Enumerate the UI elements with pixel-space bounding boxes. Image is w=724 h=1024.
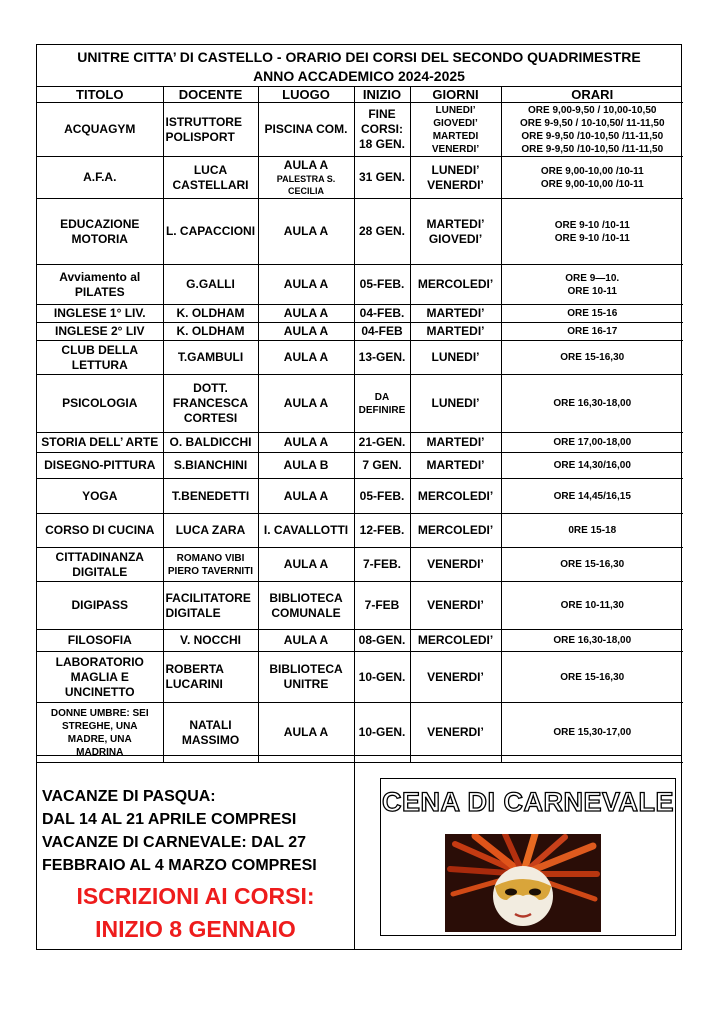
cell-luogo xyxy=(258,433,354,453)
cell-orari xyxy=(501,582,683,630)
luogo-line: AULA A xyxy=(283,488,329,503)
giorni-line: LUNEDI’ xyxy=(431,350,480,364)
cell-inizio xyxy=(354,103,410,157)
table-row xyxy=(37,433,683,453)
schedule-table xyxy=(37,87,683,763)
table-row xyxy=(37,652,683,703)
giorni-line: MERCOLEDI’ xyxy=(417,277,494,291)
inizio-line: 04-FEB. xyxy=(359,306,405,320)
docente-line: T.BENEDETTI xyxy=(171,488,250,503)
orari-line: ORE 16-17 xyxy=(567,326,618,337)
giorni-line: VENERDI’ xyxy=(427,669,484,684)
cell-docente xyxy=(163,548,258,582)
table-row xyxy=(37,199,683,265)
cell-docente xyxy=(163,479,258,514)
cell-luogo xyxy=(258,199,354,265)
luogo-line: AULA A xyxy=(283,435,329,449)
cell-titolo xyxy=(37,582,163,630)
giorni-line: MARTEDI’ xyxy=(426,306,485,320)
table-row xyxy=(37,479,683,514)
docente-line: POLISPORT xyxy=(165,129,235,144)
inizio-line: DEFINIRE xyxy=(358,404,406,416)
docente-line: L. CAPACCIONI xyxy=(165,224,256,238)
giorni-line: LUNEDI’ xyxy=(431,162,480,177)
cell-inizio xyxy=(354,323,410,341)
cell-inizio xyxy=(354,341,410,375)
luogo-line: AULA B xyxy=(283,458,329,472)
carnival-mask-image xyxy=(445,834,601,932)
docente-line: CASTELLARI xyxy=(172,177,249,192)
cell-orari xyxy=(501,323,683,341)
cell-giorni xyxy=(410,479,501,514)
cell-luogo xyxy=(258,305,354,323)
docente-line: MASSIMO xyxy=(181,732,240,747)
cell-giorni xyxy=(410,199,501,265)
orari-line: ORE 9-9,50 / 10-10,50/ 11-11,50 xyxy=(519,117,665,129)
docente-line: LUCARINI xyxy=(165,677,223,691)
cell-orari xyxy=(501,630,683,652)
orari-line: ORE 15-16,30 xyxy=(560,352,625,363)
cell-titolo xyxy=(37,433,163,453)
titolo-line: DONNE UMBRE: SEI xyxy=(50,707,149,719)
orari-line: ORE 15-16,30 xyxy=(560,559,625,570)
table-row xyxy=(37,630,683,652)
cell-giorni xyxy=(410,703,501,763)
cell-titolo xyxy=(37,630,163,652)
docente-line: DOTT. xyxy=(193,381,228,395)
giorni-line: LUNEDI’ xyxy=(435,104,476,116)
luogo-line: AULA A xyxy=(283,324,329,338)
inizio-line: FINE xyxy=(368,107,396,121)
docente-line: V. NOCCHI xyxy=(180,633,241,647)
cell-orari xyxy=(501,305,683,323)
col-header-luogo: LUOGO xyxy=(258,87,354,103)
cell-inizio xyxy=(354,157,410,199)
inizio-line: 12-FEB. xyxy=(359,523,405,537)
docente-line: K. OLDHAM xyxy=(176,324,245,338)
cell-docente xyxy=(163,323,258,341)
cell-inizio xyxy=(354,453,410,479)
docente-line: ROMANO VIBI xyxy=(176,552,245,564)
cell-luogo xyxy=(258,548,354,582)
cell-luogo xyxy=(258,453,354,479)
footer xyxy=(37,755,681,949)
docente-line: ISTRUTTORE xyxy=(165,114,242,129)
orari-line: ORE 10-11,30 xyxy=(560,600,624,611)
titolo-line: DISEGNO-PITTURA xyxy=(44,458,156,472)
cell-titolo xyxy=(37,453,163,479)
cell-giorni xyxy=(410,433,501,453)
titolo-line: STREGHE, UNA xyxy=(61,720,138,732)
vacation-line: VACANZE DI PASQUA: xyxy=(42,788,216,805)
cell-luogo xyxy=(258,375,354,433)
cell-luogo xyxy=(258,514,354,548)
vacation-line: FEBBRAIO AL 4 MARZO COMPRESI xyxy=(42,857,317,874)
luogo-line: AULA A xyxy=(283,350,329,364)
cell-inizio xyxy=(354,433,410,453)
cell-luogo xyxy=(258,582,354,630)
table-row xyxy=(37,157,683,199)
inizio-line: 04-FEB xyxy=(361,324,403,338)
cell-titolo xyxy=(37,199,163,265)
cell-inizio xyxy=(354,548,410,582)
docente-line: DIGITALE xyxy=(165,605,221,620)
cell-docente xyxy=(163,582,258,630)
titolo-line: EDUCAZIONE xyxy=(60,216,140,231)
table-row xyxy=(37,305,683,323)
inizio-line: 7-FEB xyxy=(364,598,400,612)
cell-giorni xyxy=(410,453,501,479)
cell-titolo xyxy=(37,305,163,323)
cell-giorni xyxy=(410,103,501,157)
cell-inizio xyxy=(354,630,410,652)
cell-orari xyxy=(501,199,683,265)
cell-titolo xyxy=(37,323,163,341)
cell-docente xyxy=(163,157,258,199)
orari-line: 0RE 15-18 xyxy=(568,525,617,536)
titolo-line: STORIA DELL’ ARTE xyxy=(41,435,159,449)
giorni-line: MARTEDI’ xyxy=(426,324,485,338)
orari-line: ORE 14,45/16,15 xyxy=(553,490,631,502)
cell-giorni xyxy=(410,265,501,305)
orari-line: ORE 14,30/16,00 xyxy=(553,460,631,471)
luogo-line: PISCINA COM. xyxy=(264,122,348,136)
cell-orari xyxy=(501,652,683,703)
cell-luogo xyxy=(258,103,354,157)
table-row xyxy=(37,103,683,157)
cell-giorni xyxy=(410,582,501,630)
giorni-line: MARTEDI xyxy=(432,130,479,142)
titolo-line: Avviamento al xyxy=(59,269,141,284)
giorni-line: VENERDI’ xyxy=(427,598,484,612)
giorni-line: MERCOLEDI’ xyxy=(417,633,494,647)
orari-line: ORE 9,00-9,50 / 10,00-10,50 xyxy=(528,104,657,116)
titolo-line: CLUB DELLA xyxy=(61,342,139,357)
cell-inizio xyxy=(354,514,410,548)
titolo-line: ACQUAGYM xyxy=(64,122,136,136)
cell-inizio xyxy=(354,703,410,763)
enrollment-line: INIZIO 8 GENNAIO xyxy=(95,916,296,942)
table-row xyxy=(37,548,683,582)
luogo-line: AULA A xyxy=(283,633,329,647)
cell-docente xyxy=(163,433,258,453)
titolo-line: A.F.A. xyxy=(83,170,117,184)
titolo-line: MADRE, UNA xyxy=(67,733,132,745)
col-header-docente: DOCENTE xyxy=(163,87,258,103)
cell-titolo xyxy=(37,103,163,157)
inizio-line: 08-GEN. xyxy=(358,633,406,647)
cell-inizio xyxy=(354,582,410,630)
titolo-line: CORSO DI CUCINA xyxy=(45,523,155,537)
titolo-line: LETTURA xyxy=(71,357,128,372)
cell-luogo xyxy=(258,157,354,199)
docente-line: G.GALLI xyxy=(186,277,235,291)
titolo-line: INGLESE 1° LIV. xyxy=(53,306,146,320)
cell-docente xyxy=(163,103,258,157)
giorni-line: MARTEDI’ xyxy=(426,458,485,472)
cell-docente xyxy=(163,630,258,652)
titolo-line: INGLESE 2° LIV xyxy=(55,324,145,338)
cell-luogo xyxy=(258,265,354,305)
cell-giorni xyxy=(410,323,501,341)
cell-giorni xyxy=(410,548,501,582)
giorni-line: MARTEDI’ xyxy=(426,435,485,449)
orari-line: ORE 9-10 /10-11 xyxy=(554,232,630,244)
table-row xyxy=(37,582,683,630)
cell-docente xyxy=(163,341,258,375)
docente-line: O. BALDICCHI xyxy=(169,435,252,449)
cell-orari xyxy=(501,157,683,199)
docente-line: T.GAMBULI xyxy=(177,350,244,364)
cell-orari xyxy=(501,548,683,582)
inizio-line: 31 GEN. xyxy=(358,170,406,184)
col-header-giorni: GIORNI xyxy=(410,87,501,103)
cell-titolo xyxy=(37,652,163,703)
inizio-line: CORSI: xyxy=(361,122,403,136)
giorni-line: LUNEDI’ xyxy=(431,396,480,410)
docente-line: ROBERTA xyxy=(165,662,224,676)
docente-line: LUCA xyxy=(193,162,228,177)
cell-luogo xyxy=(258,341,354,375)
cell-luogo xyxy=(258,652,354,703)
docente-line: FACILITATORE xyxy=(165,590,251,605)
giorni-line: GIOVEDI’ xyxy=(428,231,483,246)
orari-line: ORE 15,30-17,00 xyxy=(553,727,632,738)
schedule-sheet xyxy=(36,44,682,950)
col-header-titolo: TITOLO xyxy=(37,87,163,103)
cell-titolo xyxy=(37,341,163,375)
cell-giorni xyxy=(410,652,501,703)
giorni-line: MERCOLEDI’ xyxy=(417,523,494,537)
cell-inizio xyxy=(354,652,410,703)
inizio-line: 28 GEN. xyxy=(358,224,406,238)
giorni-line: VENERDI’ xyxy=(427,725,484,739)
titolo-line: UNCINETTO xyxy=(64,684,135,699)
titolo-line: MADRINA xyxy=(76,746,124,758)
enrollment-line: ISCRIZIONI AI CORSI: xyxy=(76,883,315,909)
cell-inizio xyxy=(354,305,410,323)
cell-docente xyxy=(163,199,258,265)
orari-line: ORE 9-9,50 /10-10,50 /11-11,50 xyxy=(521,130,664,142)
cell-giorni xyxy=(410,630,501,652)
titolo-line: FILOSOFIA xyxy=(67,633,132,647)
titolo-line: PSICOLOGIA xyxy=(62,396,138,410)
table-row xyxy=(37,323,683,341)
cell-orari xyxy=(501,433,683,453)
cell-orari xyxy=(501,479,683,514)
cell-inizio xyxy=(354,265,410,305)
orari-line: ORE 9,00-10,00 /10-11 xyxy=(540,165,644,177)
document-header xyxy=(37,45,681,87)
luogo-line: BIBLIOTECA xyxy=(269,662,343,676)
luogo-line: AULA A xyxy=(283,224,329,238)
col-header-inizio: INIZIO xyxy=(354,87,410,103)
table-row xyxy=(37,341,683,375)
cell-orari xyxy=(501,453,683,479)
cell-luogo xyxy=(258,703,354,763)
luogo-line: AULA A xyxy=(283,557,329,571)
giorni-line: VENERDI’ xyxy=(427,557,484,571)
giorni-line: VENERDI’ xyxy=(427,177,484,192)
luogo-line: PALESTRA S. CECILIA xyxy=(276,174,336,196)
inizio-line: 05-FEB. xyxy=(359,488,405,503)
cell-docente xyxy=(163,514,258,548)
inizio-line: DA xyxy=(374,391,390,403)
cell-inizio xyxy=(354,375,410,433)
titolo-line: CITTADINANZA xyxy=(55,549,144,564)
cell-orari xyxy=(501,265,683,305)
table-row xyxy=(37,453,683,479)
docente-line: FRANCESCA xyxy=(172,396,249,410)
cell-luogo xyxy=(258,630,354,652)
luogo-line: COMUNALE xyxy=(271,605,341,620)
orari-line: ORE 17,00-18,00 xyxy=(553,437,632,448)
cell-orari xyxy=(501,341,683,375)
luogo-line: UNITRE xyxy=(283,677,329,691)
table-row xyxy=(37,375,683,433)
cell-giorni xyxy=(410,305,501,323)
inizio-line: 10-GEN. xyxy=(358,669,406,684)
giorni-line: MERCOLEDI’ xyxy=(417,488,494,503)
cell-orari xyxy=(501,375,683,433)
docente-line: S.BIANCHINI xyxy=(173,458,248,472)
cell-giorni xyxy=(410,375,501,433)
docente-line: K. OLDHAM xyxy=(176,306,245,320)
cell-titolo xyxy=(37,265,163,305)
docente-line: NATALI xyxy=(189,717,232,732)
luogo-line: AULA A xyxy=(283,725,329,739)
inizio-line: 05-FEB. xyxy=(359,277,405,291)
cell-orari xyxy=(501,103,683,157)
luogo-line: AULA A xyxy=(283,306,329,320)
titolo-line: MAGLIA E xyxy=(70,669,129,684)
cell-luogo xyxy=(258,479,354,514)
vacation-line: VACANZE DI CARNEVALE: DAL 27 xyxy=(42,834,307,851)
cell-giorni xyxy=(410,157,501,199)
docente-line: LUCA ZARA xyxy=(175,523,246,537)
table-row xyxy=(37,514,683,548)
titolo-line: YOGA xyxy=(82,488,118,503)
luogo-line: I. CAVALLOTTI xyxy=(263,523,349,537)
docente-line: PIERO TAVERNITI xyxy=(167,565,254,577)
inizio-line: 7 GEN. xyxy=(362,458,402,472)
giorni-line: MARTEDI’ xyxy=(426,216,485,231)
cell-titolo xyxy=(37,157,163,199)
inizio-line: 7-FEB. xyxy=(362,557,401,571)
titolo-line: LABORATORIO xyxy=(55,654,144,669)
luogo-line: AULA A xyxy=(283,277,329,291)
cell-titolo xyxy=(37,548,163,582)
luogo-line: AULA A xyxy=(283,158,329,172)
orari-line: ORE 16,30-18,00 xyxy=(553,635,632,646)
giorni-line: VENERDI’ xyxy=(431,143,480,155)
orari-line: ORE 9,00-10,00 /10-11 xyxy=(540,178,644,190)
cell-docente xyxy=(163,375,258,433)
orari-line: ORE 9-9,50 /10-10,50 /11-11,50 xyxy=(521,143,664,155)
vacation-line: DAL 14 AL 21 APRILE COMPRESI xyxy=(42,811,297,828)
cell-luogo xyxy=(258,323,354,341)
col-header-orari: ORARI xyxy=(501,87,683,103)
carnival-dinner-box xyxy=(380,778,676,936)
carnival-dinner-title: CENA DI CARNEVALE xyxy=(381,787,674,817)
giorni-line: GIOVEDI’ xyxy=(433,117,478,129)
orari-line: ORE 9-10 /10-11 xyxy=(554,219,630,231)
cell-titolo xyxy=(37,479,163,514)
docente-line: CORTESI xyxy=(183,411,238,425)
academic-year: ANNO ACCADEMICO 2024-2025 xyxy=(253,68,465,84)
orari-line: ORE 15-16 xyxy=(567,308,618,319)
cell-inizio xyxy=(354,479,410,514)
cell-docente xyxy=(163,265,258,305)
cell-docente xyxy=(163,652,258,703)
titolo-line: DIGITALE xyxy=(72,564,128,579)
header-row xyxy=(37,87,683,103)
orari-line: ORE 10-11 xyxy=(567,285,617,297)
inizio-line: 18 GEN. xyxy=(358,137,406,151)
cell-docente xyxy=(163,703,258,763)
orari-line: ORE 15-16,30 xyxy=(560,671,625,683)
titolo-line: PILATES xyxy=(74,284,125,299)
inizio-line: 13-GEN. xyxy=(358,350,406,364)
cell-inizio xyxy=(354,199,410,265)
cell-titolo xyxy=(37,703,163,763)
cell-titolo xyxy=(37,375,163,433)
inizio-line: 21-GEN. xyxy=(358,435,406,449)
orari-line: ORE 16,30-18,00 xyxy=(553,398,632,409)
cell-giorni xyxy=(410,341,501,375)
table-row xyxy=(37,265,683,305)
cell-orari xyxy=(501,514,683,548)
inizio-line: 10-GEN. xyxy=(358,725,406,739)
luogo-line: AULA A xyxy=(283,396,329,410)
cell-giorni xyxy=(410,514,501,548)
titolo-line: DIGIPASS xyxy=(71,598,128,612)
footer-info xyxy=(37,756,355,949)
luogo-line: BIBLIOTECA xyxy=(269,590,343,605)
cell-orari xyxy=(501,703,683,763)
cell-docente xyxy=(163,453,258,479)
titolo-line: MOTORIA xyxy=(71,231,128,246)
orari-line: ORE 9—10. xyxy=(565,272,620,284)
document-title: UNITRE CITTA’ DI CASTELLO - ORARIO DEI CORSI DEL SECONDO QUADRIMESTRE xyxy=(77,49,641,65)
cell-titolo xyxy=(37,514,163,548)
cell-docente xyxy=(163,305,258,323)
table-row xyxy=(37,703,683,763)
